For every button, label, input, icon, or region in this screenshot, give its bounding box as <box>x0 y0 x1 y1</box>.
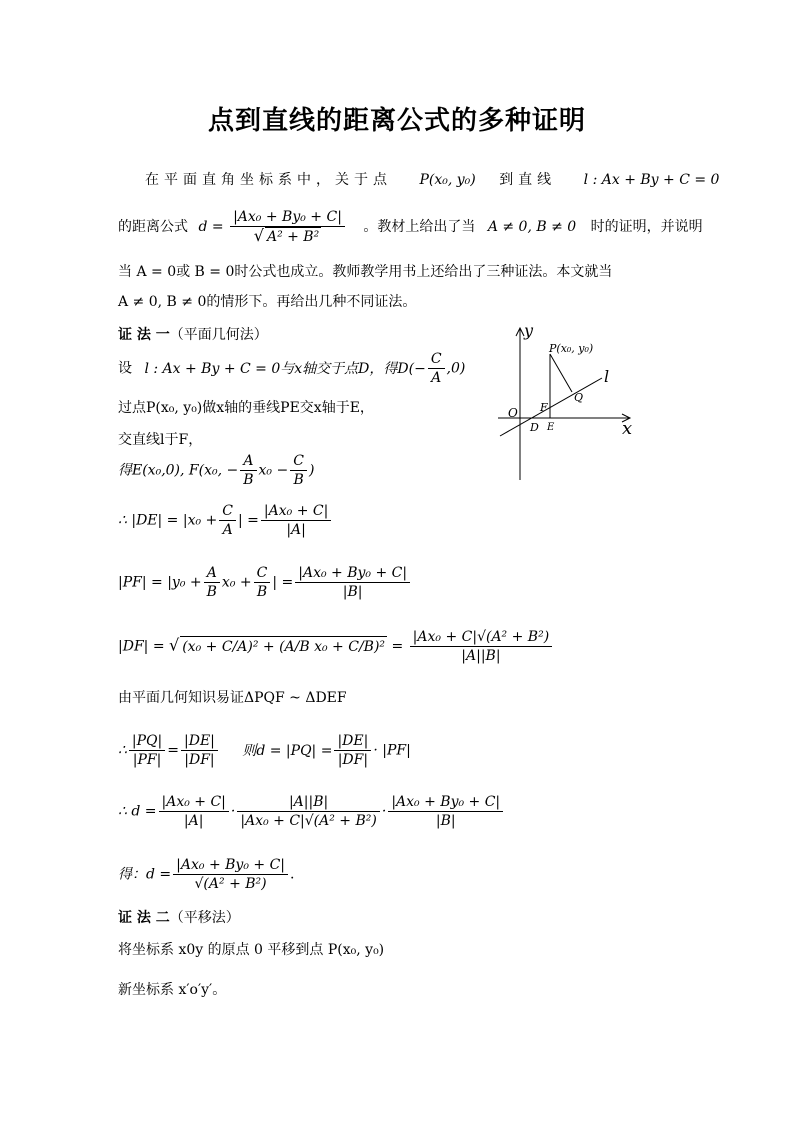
method2-heading: 证 法 二 <box>118 910 170 926</box>
method1-subtitle: （平面几何法） <box>169 327 268 343</box>
x-axis-label: x <box>622 418 633 439</box>
condition: A ≠ 0, B ≠ 0 <box>487 219 577 235</box>
method1-heading-row <box>118 325 268 345</box>
point-q-label: Q <box>574 391 584 404</box>
formula-df: |DF| = √ (x₀ + C/A)² + (A/B x₀ + C/B)² = $\frac{\text{|Ax₀ + C|√(A² + B²)}}{|A||B|}$ <box>118 628 554 665</box>
intro-text-b: 到直线 <box>499 172 557 188</box>
formula-de: ∴ |DE| = |x₀ + $\frac{C}{A}$ | = $\frac{\text{|Ax₀ + C|}}{|A|}$ <box>118 502 333 539</box>
distance-formula <box>230 208 345 246</box>
method1-step1: 设 l : Ax + By + C = 0与x轴交于点D，得D(− $\frac{C}{A}$ ,0) <box>118 351 466 386</box>
ratio-formula: ∴ $\frac{|PQ|}{|PF|}$ = $\frac{|DE|}{|DF|}$ 则d = |PQ| = $\frac{|DE|}{|DF|}$ · |PF| <box>118 733 411 768</box>
geometry-diagram <box>490 318 640 483</box>
line-equation: l : Ax + By + C = 0 <box>583 172 720 188</box>
point-f-label: F <box>540 401 548 414</box>
intro-line-4: A ≠ 0, B ≠ 0的情形下。再给出几种不同证法。 <box>118 294 417 310</box>
distance-formula-denominator: √ A² + B² <box>253 226 320 245</box>
intro-line-3: 当 A = 0或 B = 0时公式也成立。教师教学用书上还给出了三种证法。本文就当 <box>118 264 613 280</box>
point-e-label: E <box>547 422 555 433</box>
combined-formula: ∴ d = $\frac{\text{|Ax₀ + C|}}{|A|}$ · $\frac{|A||B|}{\text{|Ax₀ + C|√(A² + B²)}}$ · $\frac{\text{|Ax₀ + By₀ + C|}}{|B|}$ <box>118 793 505 830</box>
method2-heading-row <box>118 908 240 928</box>
intro-text-c: 的距离公式 <box>118 219 188 235</box>
page-title: 点到直线的距离公式的多种证明 <box>207 106 586 136</box>
method1-step2: 过点P(x₀, y₀)做x轴的垂线PE交x轴于E， <box>118 400 374 416</box>
method1-step4: 得E(x₀,0), F(x₀, − $\frac{A}{B}$ x₀ − $\frac{C}{B}$ ) <box>118 453 315 488</box>
similarity-statement: 由平面几何知识易证ΔPQF ~ ΔDEF <box>118 690 347 706</box>
point-p: P(x₀, y₀) <box>419 172 476 188</box>
origin-label: O <box>508 406 518 420</box>
formula-pf: |PF| = |y₀ + $\frac{A}{B}$ x₀ + $\frac{C}{B}$ | = $\frac{\text{|Ax₀ + By₀ + C|}}{|B|}$ <box>118 564 412 601</box>
intro-line-2 <box>118 208 703 246</box>
method1-step3: 交直线l于F， <box>118 432 203 448</box>
point-p-label: P(x₀, y₀) <box>549 342 594 355</box>
y-axis-label: y <box>524 321 534 340</box>
result-formula: 得：d = $\frac{\text{|Ax₀ + By₀ + C|}}{\text{√(A² + B²)}}$ . <box>118 857 295 892</box>
intro-text-d: 。教材上给出了当 <box>363 219 476 235</box>
segment-pq <box>550 354 572 392</box>
method2-step1: 将坐标系 x0y 的原点 0 平移到点 P(x₀, y₀) <box>118 942 385 958</box>
point-d-label: D <box>530 421 539 434</box>
method2-step2: 新坐标系 x′o′y′。 <box>118 982 227 998</box>
intro-text-e: 时的证明，并说明 <box>590 219 703 235</box>
method1-heading: 证 法 一 <box>118 327 170 343</box>
intro-line-1 <box>145 170 719 190</box>
formula-d: d = <box>198 219 224 235</box>
intro-text-a: 在平面直角坐标系中，关于点 <box>145 172 392 188</box>
method2-subtitle: （平移法） <box>169 910 240 926</box>
line-l-label: l <box>604 367 610 386</box>
distance-formula-numerator: |Ax₀ + By₀ + C| <box>230 208 345 227</box>
